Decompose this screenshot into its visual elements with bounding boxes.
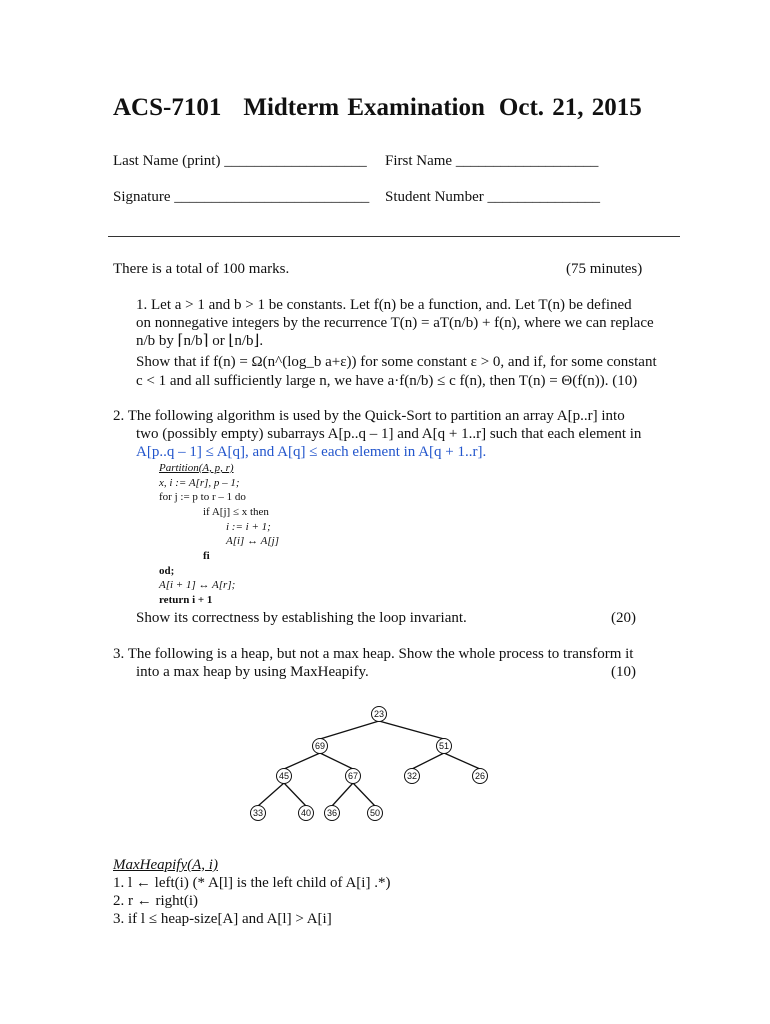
heap-node-label: 26 [474,771,486,781]
q3-line2: into a max heap by using MaxHeapify. [136,664,369,680]
code-line-for: for j := p to r – 1 do [159,491,246,503]
heap-node [437,739,452,754]
heap-node-label: 32 [406,771,418,781]
heap-node [313,739,328,754]
heap-node-label: 40 [300,808,312,818]
signature-field[interactable]: Signature __________________________ [113,189,370,205]
heap-node [405,769,420,784]
maxheapify-line1: 1. l ← left(i) (* A[l] is the left child of A[i] .*) [113,875,391,891]
q1-line2: on nonnegative integers by the recurrence T(n) = aT(n/b) + f(n), where we can replace [136,315,654,331]
q2-marks: (20) [611,610,636,626]
q2-closing: Show its correctness by establishing the loop invariant. [136,610,467,626]
code-line-final-swap: A[i + 1] ↔ A[r]; [159,579,236,591]
q1-line5: c < 1 and all sufficiently large n, we have a·f(n/b) ≤ c f(n), then T(n) = Θ(f(n)). (10) [136,373,638,389]
heap-node [299,806,314,821]
first-name-field[interactable]: First Name ___________________ [385,153,599,169]
course-code: ACS-7101 [113,94,222,121]
code-line-increment: i := i + 1; [226,521,271,533]
heap-node-label: 45 [278,771,290,781]
code-partition-header: Partition(A, p, r) [159,462,234,474]
student-number-field[interactable]: Student Number _______________ [385,189,600,205]
total-marks: There is a total of 100 marks. [113,261,290,277]
q1-line3: n/b by ⌈n/b⌉ or ⌊n/b⌋. [136,333,264,349]
heap-node-label: 50 [369,808,381,818]
exam-name: Midterm Examination [243,94,485,121]
last-name-field[interactable]: Last Name (print) ___________________ [113,153,367,169]
heap-node [325,806,340,821]
code-line-swap: A[i] ↔ A[j] [226,535,279,547]
q1-line1: 1. Let a > 1 and b > 1 be constants. Let f(n) be a function, and. Let T(n) be defined [136,297,632,313]
heap-node [368,806,383,821]
maxheapify-line2: 2. r ← right(i) [113,893,198,909]
exam-date: Oct. 21, 2015 [498,94,642,121]
maxheapify-line3: 3. if l ≤ heap-size[A] and A[l] > A[i] [113,911,332,927]
q1-line4: Show that if f(n) = Ω(n^(log_b a+ε)) for some constant ε > 0, and if, for some constant [136,354,657,370]
heap-node-label: 67 [347,771,359,781]
q2-line1: 2. The following algorithm is used by the Quick-Sort to partition an array A[p..r] into [113,408,625,424]
heap-node [346,769,361,784]
heap-node [372,707,387,722]
heap-node-label: 33 [252,808,264,818]
heap-node-label: 36 [326,808,338,818]
code-line-fi: fi [203,550,210,562]
code-line-init: x, i := A[r], p – 1; [159,477,240,489]
q3-line1: 3. The following is a heap, but not a max heap. Show the whole process to transform it [113,646,634,662]
heap-node-label: 51 [438,741,450,751]
heap-node [473,769,488,784]
heap-node [251,806,266,821]
code-line-return: return i + 1 [159,594,213,606]
heap-node-label: 69 [314,741,326,751]
time-limit: (75 minutes) [566,261,643,277]
maxheapify-title: MaxHeapify(A, i) [113,857,218,873]
code-line-if: if A[j] ≤ x then [203,506,269,518]
q2-line2: two (possibly empty) subarrays A[p..q – 1] and A[q + 1..r] such that each element in [136,426,642,442]
q2-line3: A[p..q – 1] ≤ A[q], and A[q] ≤ each element in A[q + 1..r]. [136,444,487,460]
heap-node [277,769,292,784]
heap-node-label: 23 [373,709,385,719]
code-line-od: od; [159,565,175,577]
q3-marks: (10) [611,664,636,680]
